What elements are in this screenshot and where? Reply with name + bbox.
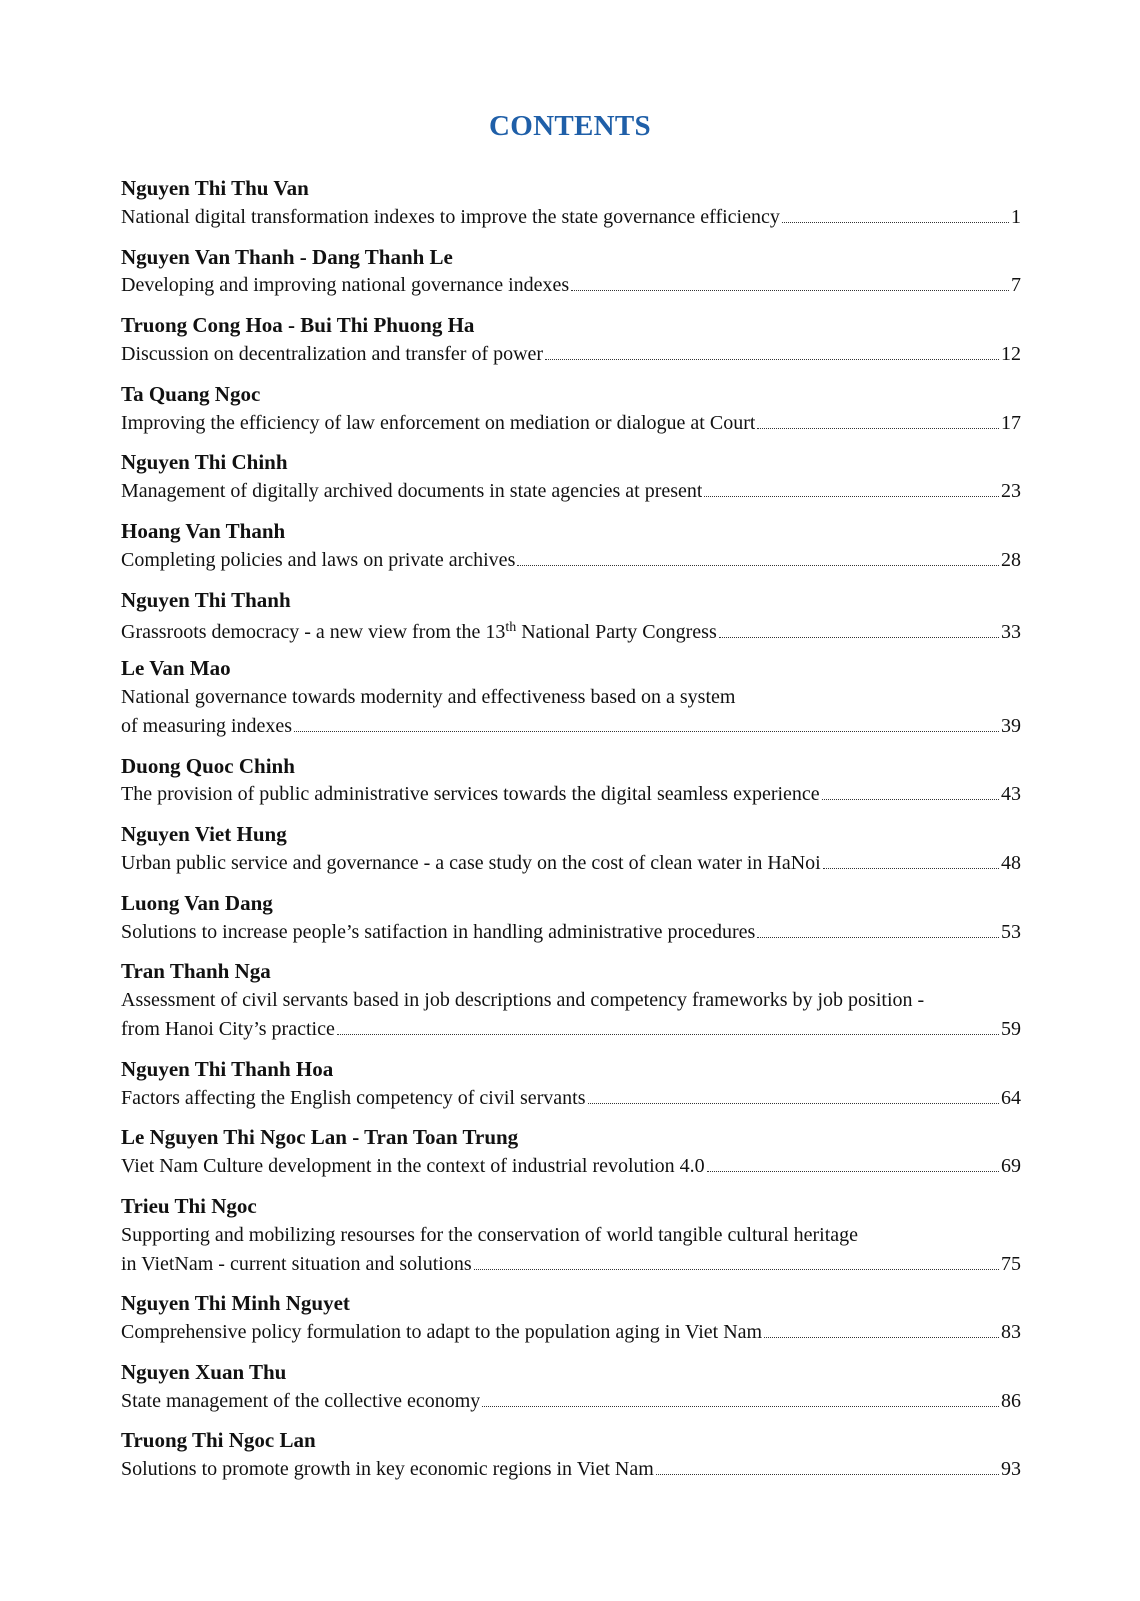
entry-title-line[interactable] <box>121 546 1021 575</box>
entry-title-line[interactable] <box>121 203 1021 232</box>
entry-title-line-1: National governance towards modernity and effectiveness based on a system <box>121 685 736 708</box>
entry-title: Comprehensive policy formulation to adapt to the population aging in Viet Nam <box>121 1321 763 1344</box>
dot-leader <box>782 221 1009 223</box>
dot-leader <box>294 730 999 732</box>
entry-author: Le Nguyen Thi Ngoc Lan - Tran Toan Trung <box>121 1125 519 1150</box>
entry-title-line[interactable] <box>121 849 1021 878</box>
entry-title-line[interactable] <box>121 340 1021 369</box>
entry-title: Discussion on decentralization and transfer of power <box>121 342 544 365</box>
entry-title-line[interactable] <box>121 1152 1021 1181</box>
entry-title-line-2: in VietNam - current situation and solutions <box>121 1252 472 1275</box>
entry-title: Completing policies and laws on private archives <box>121 548 516 571</box>
entry-title-line[interactable] <box>121 1015 1021 1044</box>
page-number: 93 <box>1001 1458 1021 1481</box>
entry-author: Nguyen Van Thanh - Dang Thanh Le <box>121 244 453 269</box>
entry-author: Le Van Mao <box>121 656 231 681</box>
toc-entry[interactable] <box>121 1426 1021 1495</box>
entry-title-line[interactable] <box>121 271 1021 300</box>
entry-title-line-1: Assessment of civil servants based in job descriptions and competency frameworks by job position - <box>121 989 925 1012</box>
entry-title-line[interactable] <box>121 1387 1021 1416</box>
dot-leader <box>545 358 999 360</box>
page-number: 33 <box>1001 621 1021 644</box>
page-number: 23 <box>1001 480 1021 503</box>
toc-entry[interactable] <box>121 1289 1021 1358</box>
page-number: 83 <box>1001 1321 1021 1344</box>
toc-entry[interactable] <box>121 380 1021 449</box>
table-of-contents <box>121 174 1021 1495</box>
dot-leader <box>704 495 999 497</box>
toc-entry[interactable] <box>121 957 1021 1054</box>
entry-author: Nguyen Xuan Thu <box>121 1359 287 1384</box>
entry-author: Nguyen Viet Hung <box>121 822 287 847</box>
entry-title: State management of the collective economy <box>121 1389 481 1412</box>
dot-leader <box>656 1473 999 1475</box>
entry-author: Truong Thi Ngoc Lan <box>121 1428 316 1453</box>
toc-entry[interactable] <box>121 243 1021 312</box>
entry-title: The provision of public administrative services towards the digital seamless experience <box>121 783 820 806</box>
page-number: 59 <box>1001 1017 1021 1040</box>
page-number: 48 <box>1001 851 1021 874</box>
entry-author: Trieu Thi Ngoc <box>121 1193 257 1218</box>
toc-entry[interactable] <box>121 889 1021 958</box>
dot-leader <box>757 427 999 429</box>
page-number: 75 <box>1001 1252 1021 1275</box>
toc-entry[interactable] <box>121 311 1021 380</box>
page-number: 39 <box>1001 714 1021 737</box>
entry-author: Duong Quoc Chinh <box>121 753 295 778</box>
entry-author: Nguyen Thi Thanh <box>121 587 291 612</box>
page-number: 17 <box>1001 411 1021 434</box>
toc-entry[interactable] <box>121 654 1021 751</box>
entry-author: Nguyen Thi Minh Nguyet <box>121 1291 350 1316</box>
entry-author: Luong Van Dang <box>121 890 273 915</box>
toc-entry[interactable] <box>121 517 1021 586</box>
entry-title: Viet Nam Culture development in the context of industrial revolution 4.0 <box>121 1155 705 1178</box>
entry-title-post: National Party Congress <box>516 621 717 644</box>
entry-title-line-2: from Hanoi City’s practice <box>121 1017 335 1040</box>
dot-leader <box>482 1405 999 1407</box>
toc-entry[interactable] <box>121 448 1021 517</box>
page-title: CONTENTS <box>489 110 651 142</box>
entry-title-line[interactable] <box>121 1455 1021 1484</box>
entry-title-line[interactable] <box>121 477 1021 506</box>
entry-title: Solutions to increase people’s satifaction in handling administrative procedures <box>121 920 756 943</box>
entry-title: Factors affecting the English competency of civil servants <box>121 1086 586 1109</box>
entry-title: Improving the efficiency of law enforcement on mediation or dialogue at Court <box>121 411 756 434</box>
dot-leader <box>757 936 999 938</box>
entry-author: Nguyen Thi Thanh Hoa <box>121 1056 334 1081</box>
dot-leader <box>517 564 999 566</box>
entry-title-line[interactable] <box>121 1250 1021 1279</box>
entry-title-line[interactable] <box>121 409 1021 438</box>
page-number: 86 <box>1001 1389 1021 1412</box>
entry-title: Developing and improving national governance indexes <box>121 274 570 297</box>
entry-title-pre: Grassroots democracy - a new view from the 13 <box>121 621 506 644</box>
toc-entry[interactable] <box>121 174 1021 243</box>
dot-leader <box>719 636 999 638</box>
page-number: 64 <box>1001 1086 1021 1109</box>
entry-title-line[interactable] <box>121 918 1021 947</box>
entry-author: Hoang Van Thanh <box>121 518 286 543</box>
toc-entry[interactable] <box>121 1123 1021 1192</box>
entry-title-line-2: of measuring indexes <box>121 714 293 737</box>
dot-leader <box>764 1336 999 1338</box>
dot-leader <box>337 1033 999 1035</box>
dot-leader <box>474 1268 999 1270</box>
entry-author: Truong Cong Hoa - Bui Thi Phuong Ha <box>121 313 475 338</box>
entry-title: Solutions to promote growth in key economic regions in Viet Nam <box>121 1458 654 1481</box>
dot-leader <box>707 1170 999 1172</box>
entry-title: Management of digitally archived documents in state agencies at present <box>121 480 703 503</box>
entry-author: Ta Quang Ngoc <box>121 381 261 406</box>
entry-title-line-1: Supporting and mobilizing resourses for the conservation of world tangible cultural heritage <box>121 1223 859 1246</box>
page-number: 7 <box>1011 274 1021 297</box>
entry-title-line[interactable] <box>121 712 1021 741</box>
toc-entry[interactable] <box>121 752 1021 821</box>
ordinal-suffix: th <box>505 620 517 636</box>
entry-title-line[interactable] <box>121 1084 1021 1113</box>
entry-author: Tran Thanh Nga <box>121 959 271 984</box>
dot-leader <box>588 1102 1000 1104</box>
page-number: 43 <box>1001 783 1021 806</box>
entry-author: Nguyen Thi Chinh <box>121 450 288 475</box>
entry-title-line[interactable] <box>121 780 1021 809</box>
page-number: 28 <box>1001 548 1021 571</box>
toc-entry[interactable] <box>121 1055 1021 1124</box>
toc-entry[interactable] <box>121 820 1021 889</box>
entry-author: Nguyen Thi Thu Van <box>121 176 309 200</box>
entry-title: National digital transformation indexes to improve the state governance efficiency <box>121 205 780 228</box>
page-number: 69 <box>1001 1155 1021 1178</box>
entry-title-line[interactable] <box>121 614 1021 647</box>
dot-leader <box>823 867 999 869</box>
toc-entry[interactable] <box>121 1358 1021 1427</box>
dot-leader <box>571 289 1009 291</box>
page-number: 53 <box>1001 920 1021 943</box>
page-number: 12 <box>1001 342 1021 365</box>
entry-title: Urban public service and governance - a case study on the cost of clean water in HaNoi <box>121 851 821 874</box>
entry-title-line[interactable] <box>121 1318 1021 1347</box>
entry-title <box>121 614 717 647</box>
toc-entry[interactable] <box>121 1192 1021 1289</box>
page-number: 1 <box>1011 205 1021 228</box>
dot-leader <box>822 798 999 800</box>
toc-entry[interactable] <box>121 586 1021 655</box>
